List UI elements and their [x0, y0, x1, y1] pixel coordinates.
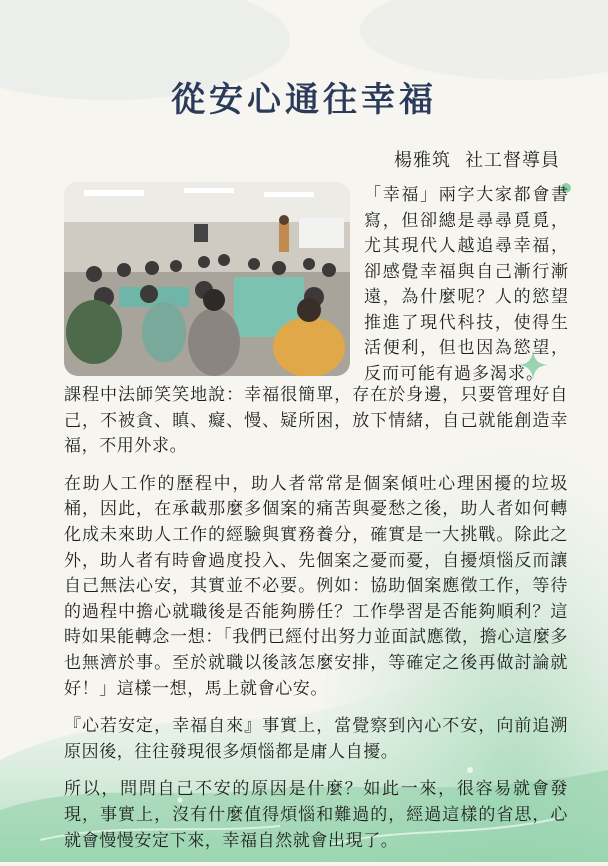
- article-title: 從安心通往幸福: [171, 80, 437, 120]
- author-byline: [394, 146, 560, 172]
- paragraph-1: 課程中法師笑笑地說：幸福很簡單，存在於身邊，只要管理好自己，不被貪、瞋、癡、慢、疑所困，放下情緒，自己就能創造幸福，不用外求。: [64, 385, 568, 457]
- classroom-photo: [64, 182, 350, 376]
- paragraph-2: 在助人工作的歷程中，助人者常常是個案傾吐心理困擾的垃圾桶，因此，在承載那麼多個案的痛苦與憂愁之後，助人者如何轉化成未來助人工作的經驗與實務養分，確實是一大挑戰。除此之外，助人者有時會過度投入、先個案之憂而憂，自擾煩惱反而讓自己無法心安，其實並不必要。例如：協助個案應徵工作，等待的過程中擔心就職後是否能夠勝任？工作學習是否能夠順利？這時如果能轉念一想：「我們已經付出努力並面試應徵，擔心這麼多也無濟於事。至於就職以後該怎麼安排，等確定之後再做討論就好！」這樣一想，馬上就會心安。: [64, 473, 568, 699]
- paragraph-3: 『心若安定，幸福自來』事實上，當覺察到內心不安，向前追溯原因後，往往發現很多煩惱都是庸人自擾。: [64, 716, 568, 762]
- paragraph-4: 所以，問問自己不安的原因是什麼？如此一來，很容易就會發現，事實上，沒有什麼值得煩惱和難過的，經過這樣的省思，心就會慢慢安定下來，幸福自然就會出現了。: [64, 779, 568, 851]
- intro-paragraph: 「幸福」兩字大家都會書寫，但卻總是尋尋覓覓，尤其現代人越追尋幸福，卻感覺幸福與自己漸行漸遠，為什麼呢？人的慾望推進了現代科技，使得生活便利，但也因為慾望，反而可能有過多渴求。: [364, 185, 569, 384]
- article-body: [64, 383, 568, 866]
- author-role: 社工督導員: [465, 150, 560, 171]
- author-name: 楊雅筑: [394, 150, 451, 171]
